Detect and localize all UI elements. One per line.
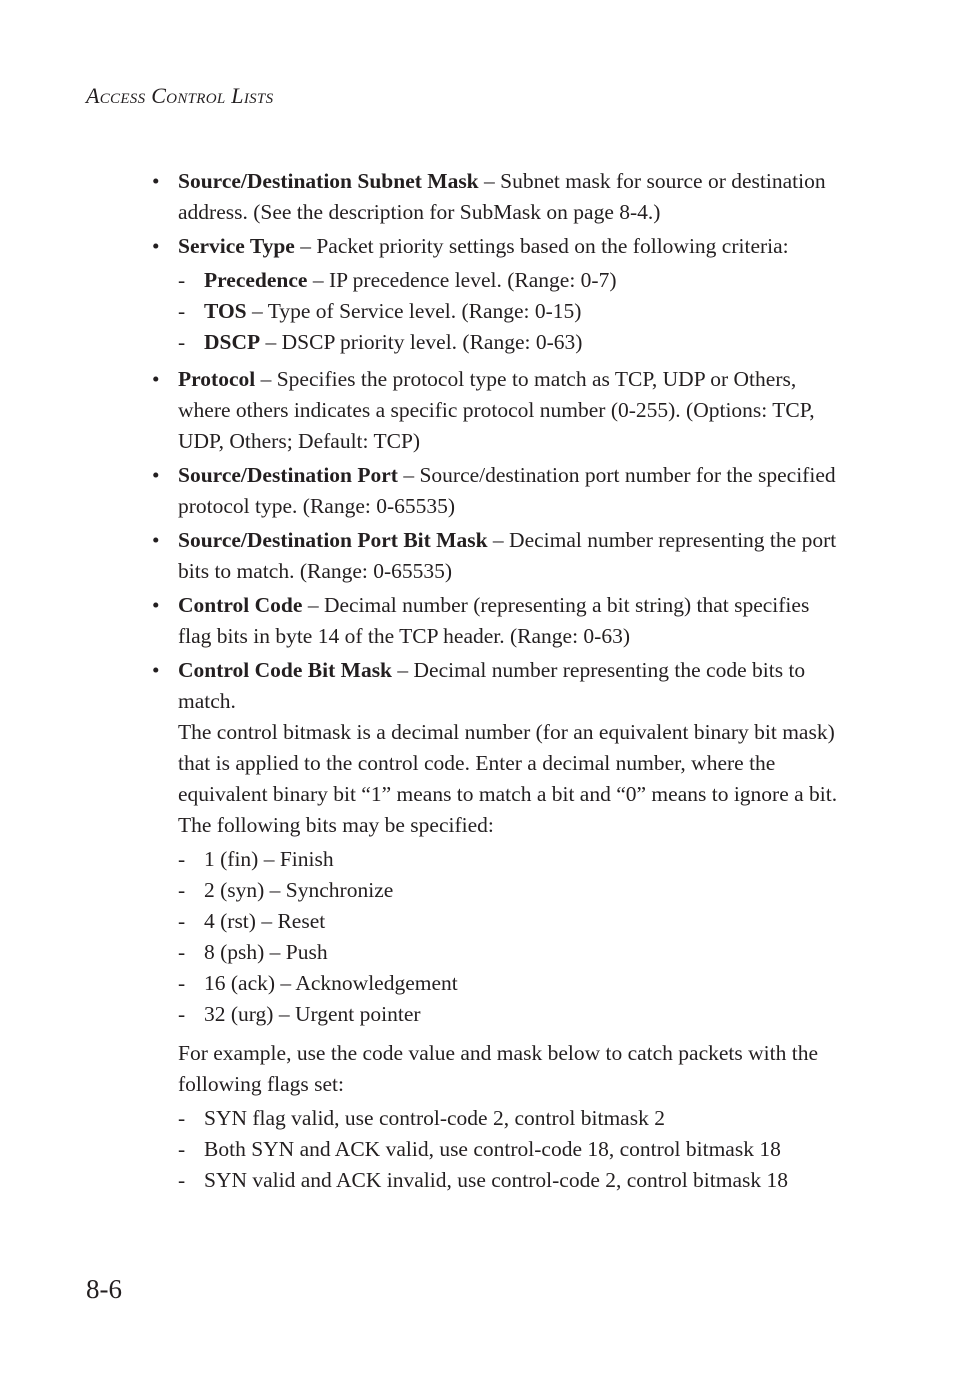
list-item-control-code-bit-mask	[178, 655, 844, 717]
running-header: Access Control Lists	[86, 83, 274, 108]
description: – Source/destination port number for the specified protocol type. (Range: 0-65535)	[178, 463, 836, 518]
term: Source/Destination Port Bit Mask	[178, 528, 488, 552]
term: Service Type	[178, 234, 295, 258]
description: – Decimal number (representing a bit string) that specifies flag bits in byte 14 of the TCP header. (Range: 0-63)	[178, 593, 810, 648]
bit-item-psh: - 8 (psh) – Push	[204, 937, 844, 968]
list-item-port-bit-mask	[178, 525, 844, 587]
sub-item-dscp	[204, 327, 844, 358]
description: – Subnet mask for source or destination address. (See the description for SubMask on page 8-4.)	[178, 169, 826, 224]
description: – Specifies the protocol type to match as TCP, UDP or Others, where others indicates a specific protocol number (0-255). (Options: TCP, UDP, Others; Default: TCP)	[178, 367, 815, 453]
page-content	[0, 166, 954, 1196]
example-item: - SYN flag valid, use control-code 2, control bitmask 2	[204, 1103, 844, 1134]
list-item-control-code	[178, 590, 844, 652]
term: TOS	[204, 299, 247, 323]
list-item-subnet-mask	[178, 166, 844, 228]
description: – Type of Service level. (Range: 0-15)	[246, 299, 582, 323]
bit-item-syn: - 2 (syn) – Synchronize	[204, 875, 844, 906]
description: – Packet priority settings based on the following criteria:	[294, 234, 789, 258]
page-number: 8-6	[86, 1274, 122, 1304]
list-item-port	[178, 460, 844, 522]
example-item: - Both SYN and ACK valid, use control-code 18, control bitmask 18	[204, 1134, 844, 1165]
description: – IP precedence level. (Range: 0-7)	[307, 268, 617, 292]
description: – Decimal number representing the port bits to match. (Range: 0-65535)	[178, 528, 837, 583]
bit-item-urg: - 32 (urg) – Urgent pointer	[204, 999, 844, 1030]
term: Precedence	[204, 268, 308, 292]
list-item-protocol	[178, 364, 844, 457]
bitmask-explanation: The control bitmask is a decimal number (for an equivalent binary bit mask) that is applied to the control code. Enter a decimal number, where the equivalent binary bit “1” means to match a bit and “0” means to ignore a bit. The following bits may be specified:	[178, 720, 838, 837]
bit-item-rst: - 4 (rst) – Reset	[204, 906, 844, 937]
description: – DSCP priority level. (Range: 0-63)	[260, 330, 583, 354]
bit-item-fin: - 1 (fin) – Finish	[204, 844, 844, 875]
description: – Decimal number representing the code bits to match.	[178, 658, 806, 713]
sub-item-tos	[204, 296, 844, 327]
term: Source/Destination Subnet Mask	[178, 169, 479, 193]
bit-item-ack: - 16 (ack) – Acknowledgement	[204, 968, 844, 999]
term: Source/Destination Port	[178, 463, 398, 487]
example-intro: For example, use the code value and mask below to catch packets with the following flags set:	[178, 1041, 819, 1096]
term: Protocol	[178, 367, 256, 391]
term: Control Code Bit Mask	[178, 658, 393, 682]
sub-item-precedence	[204, 265, 844, 296]
term: Control Code	[178, 593, 303, 617]
list-item-service-type	[178, 231, 844, 262]
term: DSCP	[204, 330, 261, 354]
example-item: - SYN valid and ACK invalid, use control-code 2, control bitmask 18	[204, 1165, 844, 1196]
